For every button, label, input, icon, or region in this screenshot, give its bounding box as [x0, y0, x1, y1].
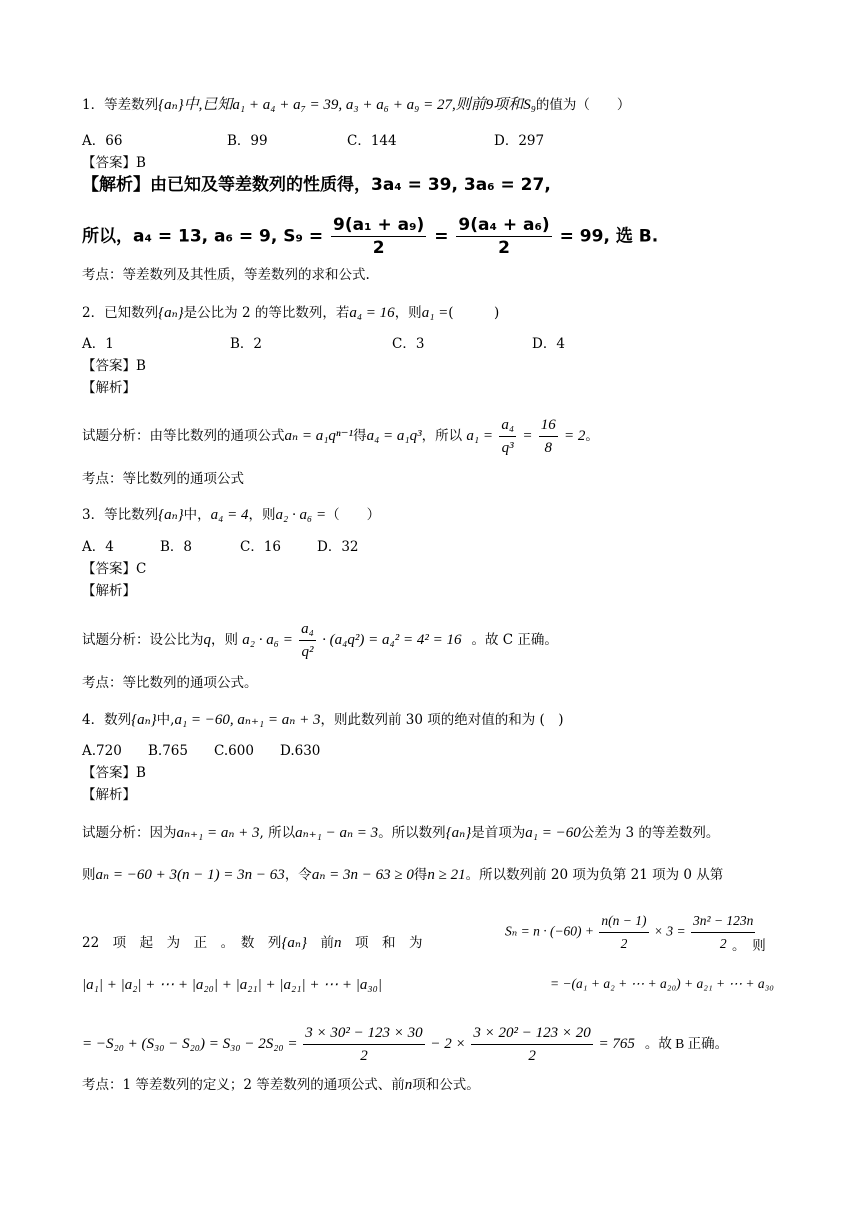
q4-l2-c: 得	[413, 867, 428, 883]
q2-detail-mid2: ，所以	[421, 428, 463, 444]
q3-analysis-head: 【解析】	[82, 583, 136, 599]
q4-analysis-head: 【解析】	[82, 787, 136, 803]
q1-answer: 【答案】B	[82, 155, 146, 171]
q4-l2-b: ，令	[284, 867, 312, 883]
q4-sn-left: Sₙ = n · (−60) +	[505, 923, 595, 939]
q4-option-b: B.765	[148, 743, 188, 759]
q4-sn-formula	[505, 910, 757, 955]
q2-detail-math3-right: = 2	[564, 428, 586, 444]
q4-detail-line4-left: |a₁| + |a₂| + ⋯ + |a₂₀| + |a₂₁| + |a₂₁| + ⋯ + |a₃₀|	[82, 977, 382, 993]
q1-option-c: C．144	[347, 133, 397, 149]
q3-detail	[82, 618, 558, 663]
q3-detail-prefix: 试题分析：设公比为	[82, 632, 204, 648]
q2-frac-1-num: a₄	[499, 414, 516, 437]
q2-frac-2-den: 8	[544, 440, 552, 456]
q3-detail-mid: ，则	[211, 632, 238, 648]
q4-stem	[82, 711, 564, 729]
q4-l5-left: = −S₂₀ + (S₃₀ − S₂₀) = S₃₀ − 2S₂₀ =	[82, 1035, 298, 1052]
q4-l1-m4: a₁ = −60	[525, 825, 581, 841]
q4-l2-m2: aₙ = 3n − 63 ≥ 0	[311, 867, 414, 883]
q4-kaodian-a: 考点：1 等差数列的定义；2 等差数列的通项公式、前	[82, 1077, 405, 1093]
q2-option-b: B．2	[230, 336, 263, 352]
q4-options	[82, 742, 320, 760]
q2-detail-eq: =	[522, 428, 533, 444]
q2-stem-math1: {aₙ}	[158, 305, 184, 321]
q4-l5-frac-2-num: 3 × 20² − 123 × 20	[471, 1022, 592, 1045]
q3-option-a: A．4	[82, 539, 114, 555]
q4-stem-math2: a₁ = −60, aₙ₊₁ = aₙ + 3	[174, 712, 321, 728]
q4-detail-line1	[82, 824, 719, 842]
q2-frac-1-den: q³	[501, 440, 514, 456]
q2-options	[82, 335, 565, 353]
q2-detail-mid: 得	[353, 428, 367, 444]
q4-l3-b: 前	[307, 935, 335, 951]
q1-frac-1-den: 2	[372, 238, 385, 258]
q4-kaodian	[82, 1076, 480, 1094]
q2-detail-prefix: 试题分析：由等比数列的通项公式	[82, 428, 285, 444]
q1-options	[82, 132, 544, 150]
q3-stem-math1: {aₙ}	[158, 507, 184, 523]
q3-frac	[299, 618, 316, 663]
q3-option-d: D．32	[317, 539, 359, 555]
q4-l1-m3: {aₙ}	[445, 825, 472, 841]
q2-kaodian: 考点：等比数列的通项公式	[82, 471, 244, 487]
q3-kaodian: 考点：等比数列的通项公式。	[82, 675, 258, 691]
q4-l2-m1: aₙ = −60 + 3(n − 1) = 3n − 63	[95, 867, 285, 883]
q3-stem-end: （ ）	[326, 507, 381, 523]
q2-stem-prefix: 2．已知数列	[82, 305, 159, 321]
q4-l5-frac-1-num: 3 × 30² − 123 × 30	[303, 1022, 424, 1045]
q3-frac-num: a₄	[299, 618, 316, 641]
q2-stem-math2: a₄ = 16	[349, 305, 395, 321]
q4-sn-mid: × 3 =	[653, 923, 686, 939]
q2-detail-math2: a₄ = a₁q³	[366, 428, 422, 444]
q4-detail-line2	[82, 866, 723, 884]
q4-l1-e: 公差为 3 的等差数列。	[580, 825, 720, 841]
q1-option-a: A．66	[82, 133, 123, 149]
q4-l5-mid: − 2 ×	[430, 1035, 466, 1052]
q4-l3-m2: n	[334, 935, 342, 951]
q3-stem-mid: 中，	[183, 507, 211, 523]
q2-detail-math1: aₙ = a₁qⁿ⁻¹	[284, 428, 354, 444]
q4-l5-frac-1	[303, 1022, 424, 1067]
q1-analysis-suffix: = 99, 选 B.	[559, 226, 659, 247]
q1-option-d: D．297	[494, 133, 545, 149]
q4-l1-d: 是首项为	[471, 825, 526, 841]
q4-kaodian-b: 项和公式。	[412, 1077, 480, 1093]
q2-frac-2-num: 16	[539, 414, 558, 437]
q3-detail-math-left: a₂ · a₆ =	[242, 632, 293, 648]
q2-analysis-head: 【解析】	[82, 380, 136, 396]
q4-l5-frac-1-den: 2	[360, 1048, 368, 1064]
q4-sn-frac-1	[599, 910, 648, 955]
q4-l1-m1: aₙ₊₁ = aₙ + 3	[176, 825, 260, 841]
q4-l3-m1: {aₙ}	[281, 935, 308, 951]
q3-detail-end: 。故 C 正确。	[471, 632, 558, 648]
q1-stem-prefix: 1．等差数列	[82, 97, 159, 113]
q3-answer: 【答案】C	[82, 561, 147, 577]
q4-l5-right: = 765	[598, 1035, 635, 1052]
q2-detail-math3-left: a₁ =	[466, 428, 494, 444]
q3-stem-math2: a₄ = 4	[210, 507, 249, 523]
q4-stem-mid: 中,	[156, 712, 175, 728]
q3-detail-math1: q	[203, 632, 211, 648]
q4-stem-math1: {aₙ}	[131, 712, 157, 728]
q2-option-d: D．4	[532, 336, 565, 352]
q4-l1-m2: aₙ₊₁ − aₙ = 3	[295, 825, 379, 841]
q1-option-b: B．99	[227, 133, 268, 149]
q4-l1-b: , 所以	[259, 825, 296, 841]
q1-frac-1	[331, 214, 426, 259]
q2-stem	[82, 304, 499, 322]
q4-answer: 【答案】B	[82, 765, 146, 781]
q1-stem-suffix: 的值为（ ）	[535, 97, 631, 113]
q1-analysis-line1: 【解析】由已知及等差数列的性质得，3a₄ = 39, 3a₆ = 27,	[82, 175, 551, 195]
q1-analysis-prefix: 所以，a₄ = 13, a₆ = 9, S₉ =	[82, 226, 324, 247]
q2-answer: 【答案】B	[82, 358, 146, 374]
q4-l2-m3: n ≥ 21	[427, 867, 466, 883]
q1-frac-2	[456, 214, 551, 259]
q1-kaodian: 考点：等差数列及其性质，等差数列的求和公式.	[82, 267, 370, 283]
q4-l3-c: 项 和 为	[341, 935, 423, 951]
q4-kaodian-m: n	[404, 1077, 413, 1093]
q2-detail-end: 。	[585, 428, 599, 444]
q1-stem	[82, 96, 630, 114]
q2-option-a: A．1	[82, 336, 114, 352]
q4-l3-end: 。 则	[732, 938, 766, 954]
q4-l5-end: 。故 B 正确。	[644, 1035, 729, 1051]
q4-stem-prefix: 4．数列	[82, 712, 132, 728]
q1-frac-2-num: 9(a₄ + a₆)	[458, 215, 550, 235]
q3-detail-math-right: · (a₄q²) = a₄² = 4² = 16	[322, 632, 462, 648]
q3-option-c: C．16	[240, 539, 282, 555]
q4-option-c: C.600	[214, 743, 254, 759]
q3-option-b: B．8	[160, 539, 193, 555]
q4-sn-frac-2-den: 2	[719, 936, 727, 951]
q4-l3-a: 22 项 起 为 正 。 数 列	[82, 935, 282, 951]
q4-l5-frac-2-den: 2	[528, 1048, 536, 1064]
q4-l2-d: 。所以数列前 20 项为负第 21 项为 0 从第	[465, 867, 724, 883]
q3-stem-math3: a₂ · a₆ =	[275, 507, 327, 523]
q4-l5-frac-2	[471, 1022, 592, 1067]
q1-stem-math: {aₙ}中,已知a₁ + a₄ + a₇ = 39, a₃ + a₆ + a₉ = 27,则前9项和S₉	[158, 97, 536, 113]
q4-stem-end: ，则此数列前 30 项的绝对值的和为 ( )	[320, 712, 564, 728]
q3-stem	[82, 506, 380, 524]
q4-l2-a: 则	[82, 867, 96, 883]
q2-frac-2	[539, 414, 558, 459]
q3-stem-prefix: 3．等比数列	[82, 507, 159, 523]
q1-frac-2-den: 2	[498, 238, 510, 258]
q2-option-c: C．3	[392, 336, 425, 352]
q2-stem-math3: a₁ =	[421, 305, 449, 321]
q3-stem-mid2: ，则	[248, 507, 276, 523]
q4-option-d: D.630	[280, 743, 321, 759]
q1-frac-1-num: 9(a₁ + a₉)	[333, 215, 425, 235]
q4-sn-frac-2-num: 3n² − 123n	[691, 910, 755, 933]
q1-analysis-line2	[82, 214, 658, 259]
q2-stem-mid2: ，则	[394, 305, 422, 321]
q4-option-a: A.720	[82, 743, 122, 759]
q2-frac-1	[499, 414, 516, 459]
q4-l1-c: 。所以数列	[378, 825, 446, 841]
q3-frac-den: q²	[301, 644, 314, 660]
q4-sn-frac-1-den: 2	[620, 936, 628, 951]
q2-stem-mid: 是公比为 2 的等比数列，若	[183, 305, 350, 321]
q4-l1-a: 试题分析：因为	[82, 825, 177, 841]
q2-detail	[82, 414, 599, 459]
q4-detail-line4-right: = −(a₁ + a₂ + ⋯ + a₂₀) + a₂₁ + ⋯ + a₃₀	[549, 976, 774, 991]
q4-detail-line3-text	[82, 934, 423, 952]
q4-detail-line5	[82, 1022, 728, 1067]
q2-stem-end: ( )	[448, 305, 500, 321]
q3-options	[82, 538, 359, 556]
q1-analysis-eq: =	[434, 226, 449, 247]
q4-sn-frac-1-num: n(n − 1)	[599, 910, 648, 933]
